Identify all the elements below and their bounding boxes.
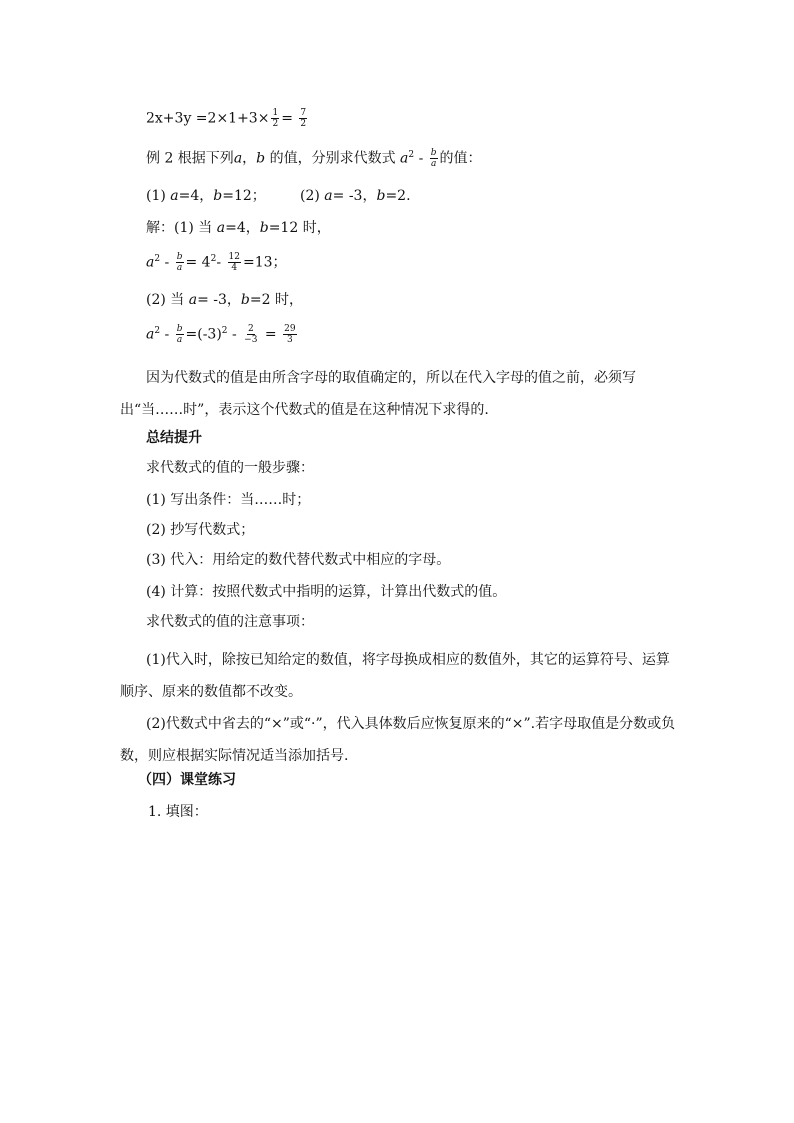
fraction-denominator: a	[176, 263, 183, 273]
text: =2 时，	[249, 292, 303, 308]
var-b: b	[213, 188, 223, 204]
exponent: 2	[221, 325, 228, 336]
step-4: (4) 计算：按照代数式中指明的运算，计算出代数式的值。	[146, 584, 507, 600]
var-a: a	[216, 220, 226, 236]
fraction-numerator: 1	[272, 108, 279, 118]
text: 的值：	[439, 150, 482, 167]
var-a: a	[400, 150, 409, 167]
text: ，	[242, 150, 257, 167]
fraction-numerator: b	[176, 324, 183, 334]
fraction	[299, 108, 307, 129]
fraction-denominator: a	[176, 335, 183, 345]
explanation-paragraph: 因为代数式的值是由所含字母的取值确定的，所以在代入字母的值之前，必须写出“当……时”，表示这个代数式的值是在这种情况下求得的.	[120, 370, 636, 418]
exponent: 2	[154, 253, 161, 264]
var-a: a	[233, 150, 243, 167]
text: =12 时，	[268, 220, 331, 236]
fraction	[243, 324, 258, 345]
text: 解：(1) 当	[146, 220, 217, 236]
text: =13；	[242, 254, 287, 271]
fraction-numerator: b	[430, 148, 437, 158]
exponent: 2	[154, 325, 161, 336]
fraction-numerator: 12	[228, 252, 240, 262]
solution-line-1	[146, 218, 331, 238]
note-1-paragraph: (1)代入时，除按已知给定的数值，将字母换成相应的数值外，其它的运算符号、运算顺序、原来的数值都不改变。	[120, 652, 670, 700]
summary-heading: 总结提升	[146, 430, 202, 446]
minus-sign: -	[160, 254, 174, 271]
example-2-conditions-2	[300, 186, 411, 206]
step-2: (2) 抄写代数式；	[146, 522, 255, 538]
fraction-numerator: 7	[300, 108, 307, 118]
notes-title: 求代数式的值的注意事项：	[146, 614, 314, 630]
exercise-1: 1. 填图：	[148, 804, 208, 820]
equation-text: 2x+3y =2×1+3×	[146, 110, 270, 127]
fraction-numerator: 29	[284, 324, 296, 334]
step-1: (1) 写出条件：当……时；	[146, 492, 311, 508]
solution-equation-2	[146, 324, 299, 345]
var-a: a	[146, 326, 155, 343]
text: = -3，	[197, 292, 241, 308]
example-2-heading	[146, 148, 482, 169]
var-b: b	[240, 292, 250, 308]
fraction	[271, 108, 279, 129]
text: =	[260, 326, 282, 343]
text: = -3，	[332, 188, 377, 204]
minus-sign: -	[160, 326, 174, 343]
exponent: 2	[408, 149, 415, 160]
text: = 4	[185, 254, 211, 271]
text: =12；	[222, 188, 266, 204]
text: -	[216, 254, 226, 271]
fraction-denominator: −3	[244, 335, 258, 345]
fraction	[228, 252, 241, 273]
text: (2)	[300, 188, 325, 204]
equation-line-1	[146, 108, 309, 129]
var-a: a	[146, 254, 155, 271]
var-a: a	[188, 292, 198, 308]
steps-title: 求代数式的值的一般步骤：	[146, 460, 314, 476]
solution-line-2	[146, 290, 303, 310]
exponent: 2	[210, 253, 217, 264]
minus-sign: -	[414, 150, 428, 167]
var-b: b	[256, 150, 266, 167]
equals-sign: =	[281, 110, 298, 127]
var-a: a	[170, 188, 179, 204]
example-2-conditions	[146, 186, 266, 206]
text: =4，	[225, 220, 260, 236]
fraction	[283, 324, 296, 345]
fraction-numerator: 2	[247, 324, 254, 334]
var-a: a	[324, 188, 333, 204]
text: 例 2 根据下列	[146, 150, 234, 167]
fraction-denominator: 2	[300, 119, 307, 129]
fraction-numerator: b	[176, 252, 183, 262]
fraction	[430, 148, 438, 169]
fraction-denominator: 3	[286, 335, 293, 345]
fraction-denominator: 4	[231, 263, 238, 273]
text: (1)	[146, 188, 171, 204]
text: =4，	[178, 188, 214, 204]
fraction	[176, 324, 184, 345]
text: =2.	[385, 188, 411, 204]
fraction-denominator: 2	[272, 119, 279, 129]
text: (2) 当	[146, 292, 189, 308]
text: =(-3)	[185, 326, 222, 343]
solution-equation-1	[146, 252, 287, 273]
note-2-paragraph: (2)代数式中省去的“×”或“·”，代入具体数后应恢复原来的“×”.若字母取值是分数或负数，则应根据实际情况适当添加括号.	[120, 716, 676, 764]
fraction	[176, 252, 184, 273]
text: 的值，分别求代数式	[265, 150, 401, 167]
practice-heading: （四）课堂练习	[138, 772, 236, 788]
step-3: (3) 代入：用给定的数代替代数式中相应的字母。	[146, 552, 451, 568]
fraction-denominator: a	[430, 159, 437, 169]
text: -	[227, 326, 242, 343]
var-b: b	[259, 220, 269, 236]
var-b: b	[376, 188, 386, 204]
